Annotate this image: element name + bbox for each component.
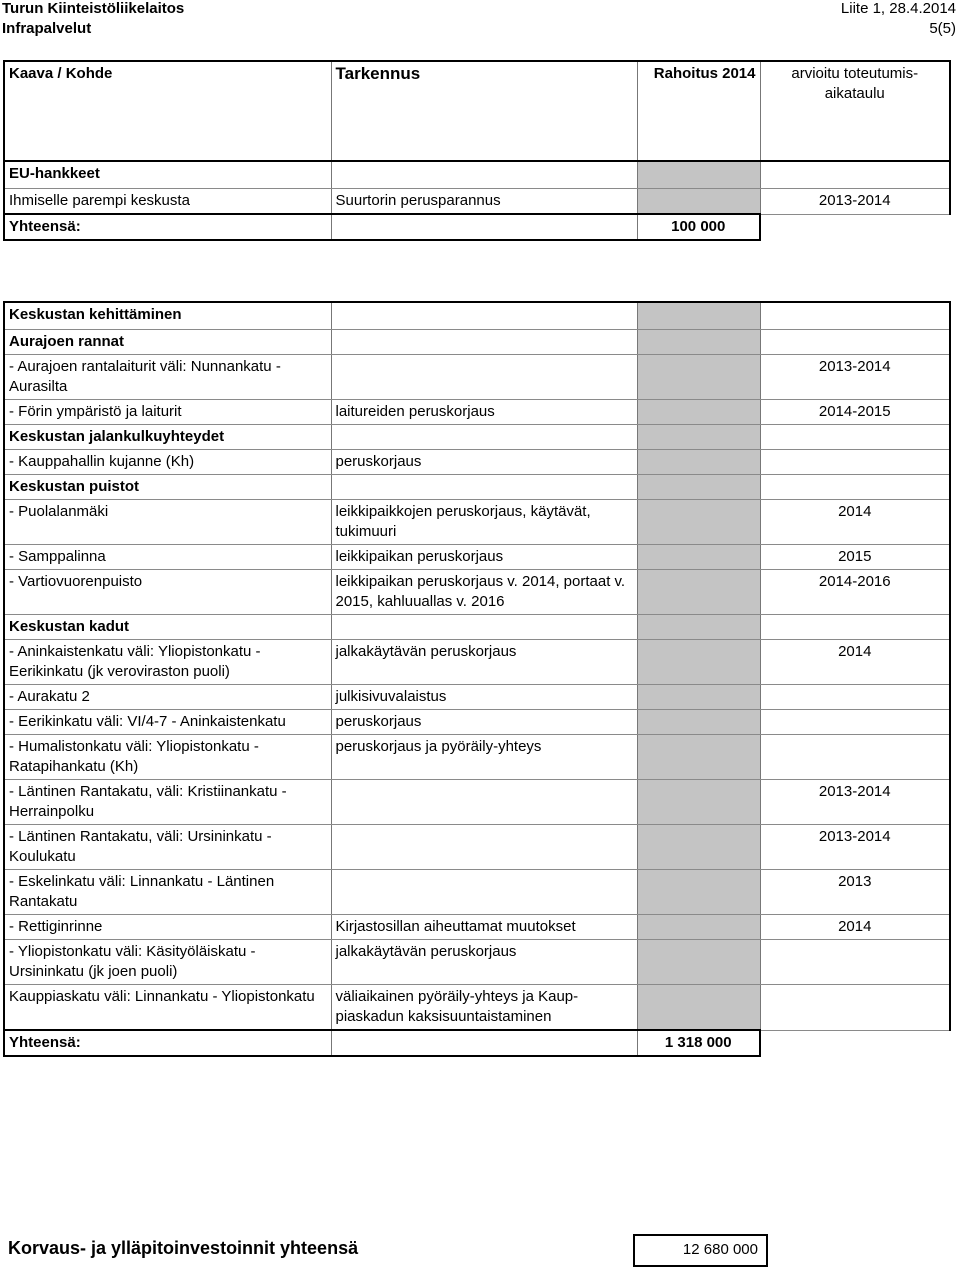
table-row bbox=[4, 640, 950, 685]
group-row bbox=[4, 330, 950, 355]
rahoitus-cell bbox=[637, 915, 760, 940]
table-row bbox=[4, 500, 950, 545]
empty-cell bbox=[760, 1030, 950, 1056]
column-header-tarkennus: Tarkennus bbox=[331, 61, 637, 161]
kohde-cell: - Rettiginrinne bbox=[4, 915, 331, 940]
column-header-aikataulu-line1: arvioitu toteutumis- bbox=[791, 65, 919, 82]
table-row bbox=[4, 915, 950, 940]
table-row bbox=[4, 400, 950, 425]
aikataulu-cell bbox=[760, 330, 950, 355]
investment-table bbox=[3, 60, 951, 1057]
tarkennus-cell bbox=[331, 330, 637, 355]
column-header-row bbox=[4, 61, 950, 161]
empty-cell bbox=[331, 1030, 637, 1056]
table-row bbox=[4, 355, 950, 400]
rahoitus-cell bbox=[637, 450, 760, 475]
tarkennus-cell bbox=[331, 780, 637, 825]
aikataulu-cell bbox=[760, 985, 950, 1031]
table-row bbox=[4, 940, 950, 985]
page-number: 5(5) bbox=[929, 20, 956, 37]
tarkennus-cell bbox=[331, 825, 637, 870]
kohde-cell: Kauppiaskatu väli: Linnankatu - Yliopistonkatu bbox=[4, 985, 331, 1031]
group-row bbox=[4, 475, 950, 500]
kohde-cell: - Aninkaistenkatu väli: Yliopistonkatu - Eerikinkatu (jk veroviraston puoli) bbox=[4, 640, 331, 685]
aikataulu-cell bbox=[760, 735, 950, 780]
aikataulu-cell bbox=[760, 710, 950, 735]
empty-cell bbox=[760, 214, 950, 240]
kohde-cell: - Kauppahallin kujanne (Kh) bbox=[4, 450, 331, 475]
tarkennus-cell bbox=[331, 425, 637, 450]
table-row bbox=[4, 825, 950, 870]
table-row bbox=[4, 189, 950, 215]
aikataulu-cell bbox=[760, 425, 950, 450]
rahoitus-cell bbox=[637, 685, 760, 710]
rahoitus-cell bbox=[637, 425, 760, 450]
rahoitus-cell bbox=[637, 940, 760, 985]
tarkennus-cell: leikkipaikkojen peruskorjaus, käytävät, tukimuuri bbox=[331, 500, 637, 545]
rahoitus-cell bbox=[637, 400, 760, 425]
aikataulu-cell: 2014 bbox=[760, 915, 950, 940]
kohde-cell: - Läntinen Rantakatu, väli: Kristiinankatu - Herrainpolku bbox=[4, 780, 331, 825]
aikataulu-cell bbox=[760, 450, 950, 475]
tarkennus-cell bbox=[331, 475, 637, 500]
section-title-row bbox=[4, 161, 950, 189]
column-header-rahoitus: Rahoitus 2014 bbox=[637, 61, 760, 161]
tarkennus-cell: leikkipaikan peruskorjaus bbox=[331, 545, 637, 570]
grand-total-label: Korvaus- ja ylläpitoinvestoinnit yhteensä bbox=[8, 1238, 359, 1258]
rahoitus-cell bbox=[637, 545, 760, 570]
kohde-cell: Ihmiselle parempi keskusta bbox=[4, 189, 331, 215]
rahoitus-cell bbox=[637, 161, 760, 189]
empty-cell bbox=[760, 161, 950, 189]
kohde-cell: - Puolalanmäki bbox=[4, 500, 331, 545]
kohde-cell: - Vartiovuorenpuisto bbox=[4, 570, 331, 615]
tarkennus-cell: leikkipaikan peruskorjaus v. 2014, portaat v. 2015, kahluuallas v. 2016 bbox=[331, 570, 637, 615]
tarkennus-cell: väliaikainen pyöräily-yhteys ja Kaup-piaskadun kaksisuuntaistaminen bbox=[331, 985, 637, 1031]
rahoitus-cell bbox=[637, 570, 760, 615]
grand-total-value: 12 680 000 bbox=[633, 1234, 768, 1267]
tarkennus-cell: Kirjastosillan aiheuttamat muutokset bbox=[331, 915, 637, 940]
department-name: Infrapalvelut bbox=[2, 20, 92, 37]
tarkennus-cell bbox=[331, 355, 637, 400]
tarkennus-cell: Suurtorin perusparannus bbox=[331, 189, 637, 215]
rahoitus-cell bbox=[637, 640, 760, 685]
spacer-cell bbox=[4, 240, 331, 302]
spacer-row bbox=[4, 240, 950, 302]
table-row bbox=[4, 570, 950, 615]
tarkennus-cell: peruskorjaus bbox=[331, 710, 637, 735]
rahoitus-cell bbox=[637, 735, 760, 780]
tarkennus-cell: julkisivuvalaistus bbox=[331, 685, 637, 710]
aikataulu-cell bbox=[760, 475, 950, 500]
table-row bbox=[4, 545, 950, 570]
aikataulu-cell: 2015 bbox=[760, 545, 950, 570]
total-value: 1 318 000 bbox=[637, 1030, 760, 1056]
kohde-cell: - Eskelinkatu väli: Linnankatu - Läntinen Rantakatu bbox=[4, 870, 331, 915]
rahoitus-cell bbox=[637, 825, 760, 870]
group-row bbox=[4, 615, 950, 640]
rahoitus-cell bbox=[637, 330, 760, 355]
table-row bbox=[4, 685, 950, 710]
table-row bbox=[4, 710, 950, 735]
column-header-aikataulu bbox=[760, 61, 950, 161]
spacer-cell bbox=[760, 240, 950, 302]
rahoitus-cell bbox=[637, 985, 760, 1031]
spacer-cell bbox=[637, 240, 760, 302]
tarkennus-cell: peruskorjaus bbox=[331, 450, 637, 475]
aikataulu-cell bbox=[760, 940, 950, 985]
aikataulu-cell: 2013-2014 bbox=[760, 780, 950, 825]
column-header-kohde: Kaava / Kohde bbox=[4, 61, 331, 161]
rahoitus-cell bbox=[637, 710, 760, 735]
tarkennus-cell bbox=[331, 615, 637, 640]
aikataulu-cell bbox=[760, 685, 950, 710]
rahoitus-cell bbox=[637, 302, 760, 330]
aikataulu-cell: 2013 bbox=[760, 870, 950, 915]
section-title: Keskustan kehittäminen bbox=[4, 302, 331, 330]
empty-cell bbox=[331, 161, 637, 189]
table-row bbox=[4, 780, 950, 825]
group-title: Keskustan puistot bbox=[4, 475, 331, 500]
kohde-cell: - Eerikinkatu väli: VI/4-7 - Aninkaistenkatu bbox=[4, 710, 331, 735]
group-title: Aurajoen rannat bbox=[4, 330, 331, 355]
rahoitus-cell bbox=[637, 189, 760, 215]
kohde-cell: - Aurakatu 2 bbox=[4, 685, 331, 710]
aikataulu-cell: 2014 bbox=[760, 640, 950, 685]
total-row bbox=[4, 1030, 950, 1056]
empty-cell bbox=[331, 302, 637, 330]
total-label: Yhteensä: bbox=[4, 1030, 331, 1056]
kohde-cell: - Yliopistonkatu väli: Käsityöläiskatu - Ursininkatu (jk joen puoli) bbox=[4, 940, 331, 985]
aikataulu-cell: 2013-2014 bbox=[760, 189, 950, 215]
kohde-cell: - Aurajoen rantalaiturit väli: Nunnankatu - Aurasilta bbox=[4, 355, 331, 400]
section-title-row bbox=[4, 302, 950, 330]
attachment-label: Liite 1, 28.4.2014 bbox=[840, 0, 956, 17]
rahoitus-cell bbox=[637, 355, 760, 400]
aikataulu-cell: 2014-2016 bbox=[760, 570, 950, 615]
total-row bbox=[4, 214, 950, 240]
table-row bbox=[4, 735, 950, 780]
aikataulu-cell: 2014 bbox=[760, 500, 950, 545]
column-header-aikataulu-line2: aikataulu bbox=[824, 85, 885, 102]
kohde-cell: - Förin ympäristö ja laiturit bbox=[4, 400, 331, 425]
rahoitus-cell bbox=[637, 500, 760, 545]
empty-cell bbox=[331, 214, 637, 240]
spacer-cell bbox=[331, 240, 637, 302]
section-title: EU-hankkeet bbox=[4, 161, 331, 189]
kohde-cell: - Samppalinna bbox=[4, 545, 331, 570]
group-title: Keskustan kadut bbox=[4, 615, 331, 640]
aikataulu-cell: 2013-2014 bbox=[760, 355, 950, 400]
total-label: Yhteensä: bbox=[4, 214, 331, 240]
tarkennus-cell: jalkakäytävän peruskorjaus bbox=[331, 640, 637, 685]
tarkennus-cell: jalkakäytävän peruskorjaus bbox=[331, 940, 637, 985]
rahoitus-cell bbox=[637, 870, 760, 915]
total-value: 100 000 bbox=[637, 214, 760, 240]
table-row bbox=[4, 985, 950, 1031]
tarkennus-cell: peruskorjaus ja pyöräily-yhteys bbox=[331, 735, 637, 780]
tarkennus-cell bbox=[331, 870, 637, 915]
kohde-cell: - Läntinen Rantakatu, väli: Ursininkatu - Koulukatu bbox=[4, 825, 331, 870]
kohde-cell: - Humalistonkatu väli: Yliopistonkatu - Ratapihankatu (Kh) bbox=[4, 735, 331, 780]
table-row bbox=[4, 450, 950, 475]
aikataulu-cell: 2014-2015 bbox=[760, 400, 950, 425]
group-title: Keskustan jalankulkuyhteydet bbox=[4, 425, 331, 450]
organization-name: Turun Kiinteistöliikelaitos bbox=[2, 0, 185, 17]
empty-cell bbox=[760, 302, 950, 330]
rahoitus-cell bbox=[637, 615, 760, 640]
aikataulu-cell bbox=[760, 615, 950, 640]
table-row bbox=[4, 870, 950, 915]
tarkennus-cell: laitureiden peruskorjaus bbox=[331, 400, 637, 425]
group-row bbox=[4, 425, 950, 450]
rahoitus-cell bbox=[637, 780, 760, 825]
aikataulu-cell: 2013-2014 bbox=[760, 825, 950, 870]
rahoitus-cell bbox=[637, 475, 760, 500]
